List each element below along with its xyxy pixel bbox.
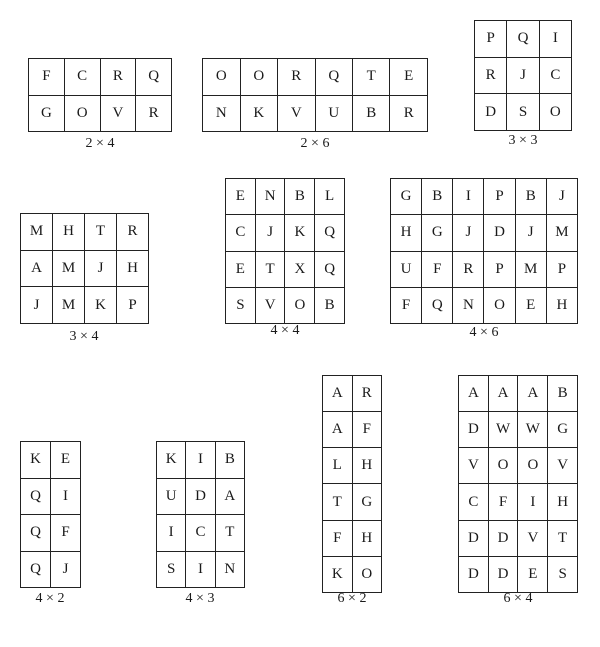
grid-cell: G [548,412,578,448]
grid-cell: T [255,251,285,287]
grid-row [29,59,172,96]
grid-cell: F [488,484,518,520]
grid-cell: I [518,484,548,520]
grid-cell: D [459,520,489,556]
grid-cell: G [29,95,65,132]
grid-cell: A [459,376,489,412]
grid-row [391,179,578,215]
grid-cell: N [453,287,484,323]
grid-cell: M [53,287,85,324]
grid-cell: D [186,478,215,515]
grid-cell: G [391,179,422,215]
grid-row [157,478,245,515]
grid-row [157,442,245,479]
letter-grid-4x6 [390,178,578,324]
grid-cell: P [117,287,149,324]
grid-cell: K [323,556,353,592]
grid-cell: G [352,484,382,520]
grid-row [226,251,345,287]
grid-row [459,412,578,448]
grid-cell: W [488,412,518,448]
grid-cell: A [518,376,548,412]
grid-row [21,551,81,588]
grid-cell: H [391,215,422,251]
grid-row [391,215,578,251]
grid-cell: M [515,251,546,287]
letter-grid-3x4 [20,213,149,324]
grid-cell: O [240,59,278,96]
grid-caption: 6 × 4 [503,591,533,606]
grid-caption: 2 × 6 [300,136,330,151]
grid-cell: T [215,515,244,552]
grid-cell: V [255,287,285,323]
grid-row [203,59,428,96]
grid-cell: G [422,215,453,251]
grid-cell: M [546,215,577,251]
grid-row [21,478,81,515]
grid-cell: C [459,484,489,520]
grid-cell: S [226,287,256,323]
grid-cell: J [85,250,117,287]
grid-cell: T [548,520,578,556]
grid-row [459,484,578,520]
grid-cell: P [475,21,507,58]
grid-cell: S [548,556,578,592]
grid-cell: R [390,95,428,132]
grid-cell: E [226,251,256,287]
grid-row [323,484,382,520]
grid-cell: P [546,251,577,287]
grid-cell: B [285,179,315,215]
grid-cell: R [352,376,382,412]
grid-cell: R [100,59,136,96]
grid-cell: A [323,376,353,412]
grid-cell: F [323,520,353,556]
grid-row [203,95,428,132]
grid-cell: D [459,412,489,448]
grid-cell: P [484,251,515,287]
grid-cell: R [475,57,507,94]
grid-row [459,376,578,412]
grid-cell: V [100,95,136,132]
grid-cell: H [117,250,149,287]
grid-cell: I [186,442,215,479]
grid-cell: K [85,287,117,324]
grid-cell: H [548,484,578,520]
grid-cell: S [507,94,539,131]
grid-cell: H [546,287,577,323]
grid-row [226,215,345,251]
grid-cell: W [518,412,548,448]
letter-grid-3x3 [474,20,572,131]
grid-row [21,214,149,251]
grid-cell: M [53,250,85,287]
grid-cell: B [422,179,453,215]
grid-row [226,287,345,323]
grid-cell: H [352,520,382,556]
grid-cell: J [515,215,546,251]
grid-cell: H [352,448,382,484]
grid-row [391,251,578,287]
grid-cell: O [488,448,518,484]
grid-cell: K [240,95,278,132]
grid-cell: B [215,442,244,479]
grid-row [459,448,578,484]
grid-cell: C [64,59,100,96]
grid-cell: J [546,179,577,215]
grid-row [475,21,572,58]
grid-cell: Q [136,59,172,96]
grid-cell: U [391,251,422,287]
grid-row [459,520,578,556]
grid-row [21,442,81,479]
grid-cell: R [117,214,149,251]
grid-row [475,94,572,131]
grid-row [323,448,382,484]
letter-grid-4x2 [20,441,81,588]
grid-cell: R [136,95,172,132]
letter-grid-4x3 [156,441,245,588]
grid-cell: K [21,442,51,479]
grid-cell: Q [315,251,345,287]
grid-cell: Q [315,59,353,96]
grid-cell: F [29,59,65,96]
letter-grid-2x6 [202,58,428,132]
grid-cell: V [548,448,578,484]
grid-row [323,412,382,448]
grid-cell: U [315,95,353,132]
grid-cell: M [21,214,53,251]
grid-cell: E [226,179,256,215]
grid-cell: C [539,57,571,94]
grid-cell: O [203,59,241,96]
grid-cell: I [51,478,81,515]
grid-cell: F [352,412,382,448]
grid-row [21,250,149,287]
grid-cell: O [64,95,100,132]
grid-row [21,515,81,552]
grid-cell: H [53,214,85,251]
grid-cell: L [323,448,353,484]
grid-cell: K [285,215,315,251]
grid-cell: R [278,59,316,96]
grid-cell: A [215,478,244,515]
grid-cell: C [226,215,256,251]
letter-grid-2x4 [28,58,172,132]
grid-cell: J [21,287,53,324]
grid-cell: O [484,287,515,323]
grid-cell: X [285,251,315,287]
grid-cell: Q [21,515,51,552]
grid-cell: J [507,57,539,94]
grid-cell: T [323,484,353,520]
grid-cell: V [459,448,489,484]
grid-cell: S [157,551,186,588]
grid-row [29,95,172,132]
grid-cell: I [186,551,215,588]
grid-row [475,57,572,94]
grid-cell: C [186,515,215,552]
grid-cell: I [539,21,571,58]
grid-caption: 6 × 2 [337,591,367,606]
grid-row [323,520,382,556]
grid-cell: J [51,551,81,588]
grid-caption: 3 × 4 [69,329,99,344]
grid-cell: R [453,251,484,287]
grid-caption: 4 × 3 [185,591,215,606]
grid-cell: E [515,287,546,323]
grid-row [226,179,345,215]
grid-cell: O [285,287,315,323]
grid-cell: A [488,376,518,412]
grid-cell: N [255,179,285,215]
grid-cell: A [323,412,353,448]
grid-caption: 4 × 2 [35,591,65,606]
grid-cell: T [85,214,117,251]
grid-cell: Q [315,215,345,251]
grid-cell: P [484,179,515,215]
grid-caption: 3 × 3 [508,133,538,148]
letter-grid-6x2 [322,375,382,593]
grid-cell: Q [422,287,453,323]
grid-cell: J [453,215,484,251]
grid-cell: E [51,442,81,479]
grid-cell: F [51,515,81,552]
grid-row [391,287,578,323]
grid-cell: O [352,556,382,592]
grid-cell: Q [507,21,539,58]
grid-caption: 2 × 4 [85,136,115,151]
grid-row [157,551,245,588]
grid-cell: D [484,215,515,251]
grid-cell: K [157,442,186,479]
grid-cell: D [488,520,518,556]
grid-cell: E [518,556,548,592]
grid-cell: T [353,59,390,96]
grid-caption: 4 × 6 [469,325,499,340]
grid-row [323,556,382,592]
grid-cell: O [518,448,548,484]
grid-cell: B [548,376,578,412]
grid-row [459,556,578,592]
grid-cell: N [215,551,244,588]
letter-grid-4x4 [225,178,345,324]
grid-cell: B [315,287,345,323]
grid-cell: O [539,94,571,131]
grid-row [323,376,382,412]
grid-cell: E [390,59,428,96]
grid-cell: V [518,520,548,556]
grid-caption: 4 × 4 [270,323,300,338]
grid-cell: B [515,179,546,215]
grid-cell: Q [21,478,51,515]
grid-cell: F [391,287,422,323]
grid-cell: D [475,94,507,131]
grid-cell: L [315,179,345,215]
grid-cell: I [157,515,186,552]
grid-cell: V [278,95,316,132]
grid-cell: D [488,556,518,592]
grid-cell: N [203,95,241,132]
grid-cell: Q [21,551,51,588]
grid-cell: U [157,478,186,515]
grid-cell: D [459,556,489,592]
grid-cell: B [353,95,390,132]
grid-row [157,515,245,552]
grid-cell: A [21,250,53,287]
letter-grid-6x4 [458,375,578,593]
grid-row [21,287,149,324]
grid-cell: I [453,179,484,215]
grid-cell: F [422,251,453,287]
grid-cell: J [255,215,285,251]
